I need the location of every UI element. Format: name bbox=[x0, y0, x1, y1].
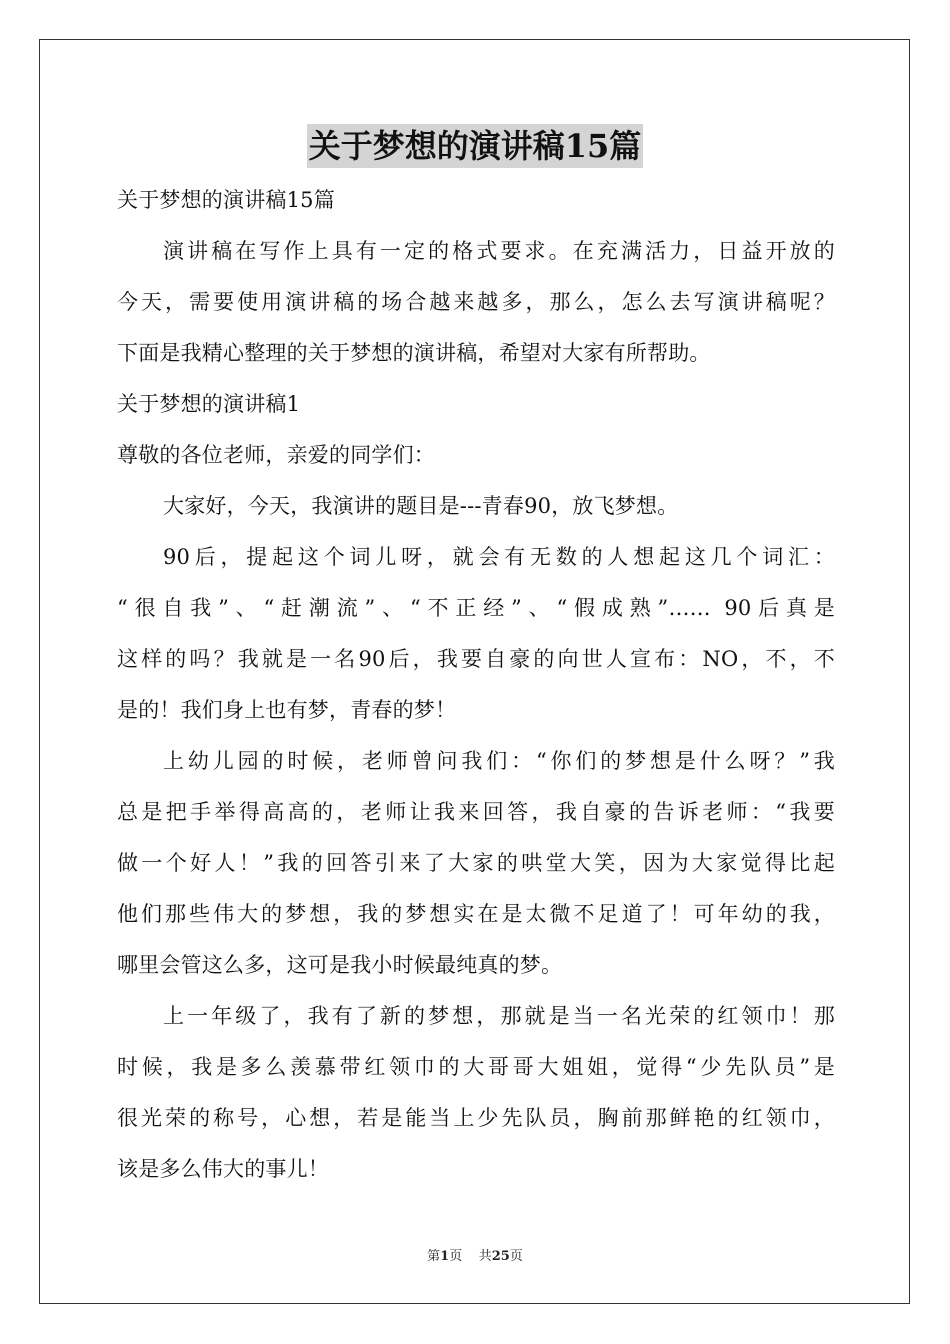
paragraph-line: 下面是我精心整理的关于梦想的演讲稿，希望对大家有所帮助。 bbox=[117, 341, 711, 365]
paragraph-line: 是的！我们身上也有梦，青春的梦！ bbox=[117, 698, 457, 722]
document-body bbox=[117, 182, 835, 1187]
page-footer bbox=[0, 1248, 950, 1266]
paragraph-line: 大家好，今天，我演讲的题目是---青春90，放飞梦想。 bbox=[163, 494, 679, 518]
total-pages: 25 bbox=[491, 1249, 510, 1264]
subtitle-line: 关于梦想的演讲稿15篇 bbox=[117, 188, 335, 212]
paragraph-line: 今天，需要使用演讲稿的场合越来越多，那么，怎么去写演讲稿呢？ bbox=[117, 290, 835, 314]
paragraph-line: “很自我”、“赶潮流”、“不正经”、“假成熟”…… 90后真是 bbox=[117, 596, 835, 620]
section-heading: 关于梦想的演讲稿1 bbox=[117, 392, 301, 416]
paragraph-line: 90后，提起这个词儿呀，就会有无数的人想起这几个词汇： bbox=[163, 545, 835, 569]
paragraph-line: 做一个好人！”我的回答引来了大家的哄堂大笑，因为大家觉得比起 bbox=[117, 851, 835, 875]
paragraph-line: 演讲稿在写作上具有一定的格式要求。在充满活力，日益开放的 bbox=[163, 239, 835, 263]
page-prefix: 第 bbox=[427, 1249, 441, 1264]
title-area bbox=[0, 124, 950, 168]
total-prefix: 共 bbox=[478, 1249, 492, 1264]
paragraph-line: 时候，我是多么羡慕带红领巾的大哥哥大姐姐，觉得“少先队员”是 bbox=[117, 1055, 835, 1079]
paragraph-line: 上幼儿园的时候，老师曾问我们：“你们的梦想是什么呀？”我 bbox=[163, 749, 835, 773]
page-number: 1 bbox=[440, 1249, 450, 1264]
greeting-line: 尊敬的各位老师，亲爱的同学们： bbox=[117, 443, 435, 467]
paragraph-line: 总是把手举得高高的，老师让我来回答，我自豪的告诉老师：“我要 bbox=[117, 800, 835, 824]
paragraph-line: 这样的吗？我就是一名90后，我要自豪的向世人宣布：NO，不，不 bbox=[117, 647, 835, 671]
page-suffix: 页 bbox=[449, 1249, 463, 1264]
paragraph-line: 他们那些伟大的梦想，我的梦想实在是太微不足道了！可年幼的我， bbox=[117, 902, 835, 926]
paragraph-line: 该是多么伟大的事儿！ bbox=[117, 1157, 329, 1181]
paragraph-line: 上一年级了，我有了新的梦想，那就是当一名光荣的红领巾！那 bbox=[163, 1004, 835, 1028]
document-title: 关于梦想的演讲稿15篇 bbox=[307, 124, 644, 168]
total-suffix: 页 bbox=[509, 1249, 523, 1264]
paragraph-line: 哪里会管这么多，这可是我小时候最纯真的梦。 bbox=[117, 953, 563, 977]
paragraph-line: 很光荣的称号，心想，若是能当上少先队员，胸前那鲜艳的红领巾， bbox=[117, 1106, 835, 1130]
